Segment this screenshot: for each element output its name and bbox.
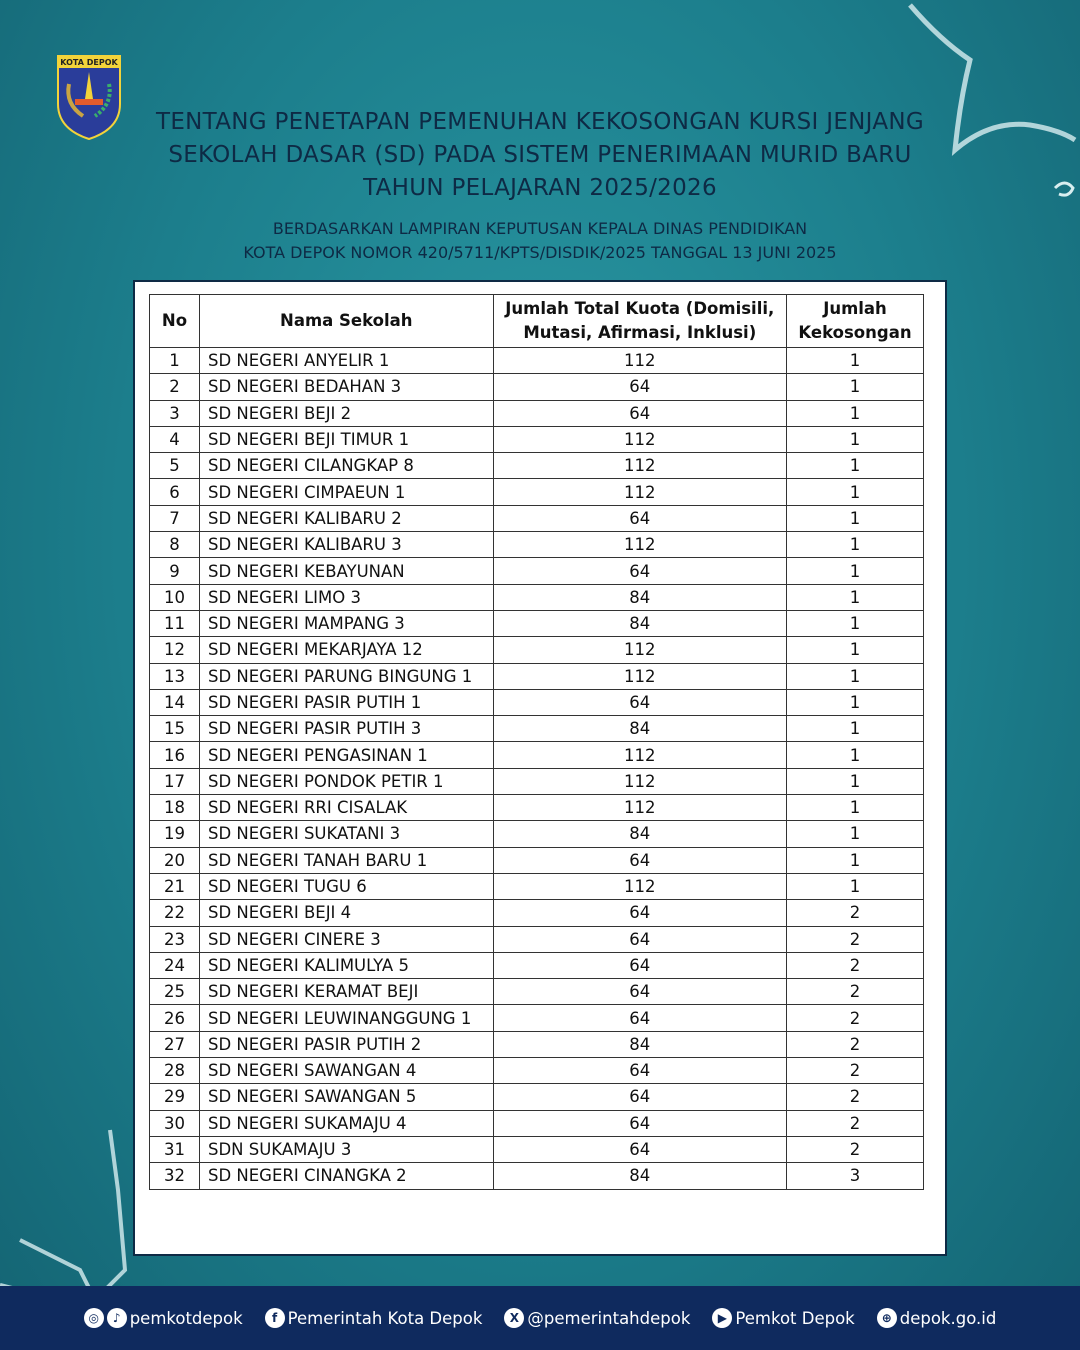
school-name: SD NEGERI PENGASINAN 1 [199,742,493,768]
table-row [150,1031,924,1057]
school-name: SD NEGERI SAWANGAN 5 [199,1084,493,1110]
school-name: SD NEGERI BEJI 4 [199,900,493,926]
total-quota: 112 [493,768,786,794]
total-quota: 112 [493,637,786,663]
row-number: 3 [150,400,200,426]
school-name: SD NEGERI KALIBARU 2 [199,505,493,531]
table-row [150,558,924,584]
table-row [150,795,924,821]
table-row [150,1084,924,1110]
school-name: SD NEGERI CINANGKA 2 [199,1163,493,1189]
total-quota: 84 [493,716,786,742]
vacancy-count: 1 [787,847,924,873]
row-number: 32 [150,1163,200,1189]
total-quota: 64 [493,1110,786,1136]
row-number: 20 [150,847,200,873]
subtitle-line: BERDASARKAN LAMPIRAN KEPUTUSAN KEPALA DINAS PENDIDIKAN [272,219,808,238]
school-name: SD NEGERI CILANGKAP 8 [199,453,493,479]
table-row [150,348,924,374]
vacancy-count: 2 [787,1084,924,1110]
vacancy-count: 1 [787,558,924,584]
total-quota: 64 [493,505,786,531]
total-quota: 112 [493,663,786,689]
vacancy-count: 2 [787,979,924,1005]
row-number: 7 [150,505,200,531]
row-number: 27 [150,1031,200,1057]
row-number: 5 [150,453,200,479]
row-number: 30 [150,1110,200,1136]
total-quota: 64 [493,979,786,1005]
table-row [150,873,924,899]
total-quota: 64 [493,847,786,873]
vacancy-count: 1 [787,768,924,794]
vacancy-count: 2 [787,900,924,926]
table-row [150,742,924,768]
table-row [150,584,924,610]
vacancy-count: 1 [787,716,924,742]
table-row [150,505,924,531]
row-number: 8 [150,532,200,558]
total-quota: 112 [493,795,786,821]
table-card [133,280,947,1256]
school-name: SD NEGERI LEUWINANGGUNG 1 [199,1005,493,1031]
vacancy-count: 1 [787,426,924,452]
school-name: SD NEGERI SUKAMAJU 4 [199,1110,493,1136]
header-vacancy: Jumlah Kekosongan [787,295,924,348]
school-name: SD NEGERI RRI CISALAK [199,795,493,821]
vacancy-count: 1 [787,873,924,899]
school-name: SD NEGERI KERAMAT BEJI [199,979,493,1005]
row-number: 1 [150,348,200,374]
school-name: SD NEGERI MAMPANG 3 [199,610,493,636]
row-number: 9 [150,558,200,584]
footer-link-label: depok.go.id [899,1308,997,1328]
table-row [150,637,924,663]
row-number: 14 [150,689,200,715]
vacancy-count: 1 [787,505,924,531]
school-name: SD NEGERI PONDOK PETIR 1 [199,768,493,794]
school-name: SD NEGERI LIMO 3 [199,584,493,610]
school-name: SD NEGERI TUGU 6 [199,873,493,899]
header-school-name: Nama Sekolah [199,295,493,348]
row-number: 2 [150,374,200,400]
table-row [150,1110,924,1136]
row-number: 15 [150,716,200,742]
total-quota: 84 [493,610,786,636]
page-subtitle [130,217,950,265]
footer-link[interactable] [504,1308,690,1328]
vacancy-count: 1 [787,348,924,374]
footer-link[interactable] [877,1308,997,1328]
total-quota: 64 [493,400,786,426]
school-name: SD NEGERI BEJI TIMUR 1 [199,426,493,452]
footer-link-label: pemkotdepok [129,1308,243,1328]
total-quota: 112 [493,348,786,374]
table-row [150,900,924,926]
globe-icon: ⊕ [877,1308,897,1328]
total-quota: 112 [493,532,786,558]
row-number: 4 [150,426,200,452]
instagram-tiktok-icon: ◎ [84,1308,104,1328]
row-number: 29 [150,1084,200,1110]
total-quota: 64 [493,374,786,400]
total-quota: 84 [493,821,786,847]
subtitle-line: KOTA DEPOK NOMOR 420/5711/KPTS/DISDIK/2025 TANGGAL 13 JUNI 2025 [243,243,837,262]
table-row [150,689,924,715]
vacancy-count: 2 [787,952,924,978]
school-name: SD NEGERI CINERE 3 [199,926,493,952]
school-vacancy-table [149,294,924,1190]
vacancy-count: 1 [787,532,924,558]
total-quota: 84 [493,584,786,610]
row-number: 10 [150,584,200,610]
total-quota: 64 [493,689,786,715]
row-number: 17 [150,768,200,794]
footer-link-label: Pemerintah Kota Depok [287,1308,483,1328]
row-number: 11 [150,610,200,636]
total-quota: 112 [493,742,786,768]
total-quota: 112 [493,453,786,479]
row-number: 24 [150,952,200,978]
table-row [150,610,924,636]
school-name: SD NEGERI ANYELIR 1 [199,348,493,374]
table-row [150,1163,924,1189]
row-number: 23 [150,926,200,952]
chalk-star-decoration [0,1120,135,1290]
school-name: SD NEGERI SUKATANI 3 [199,821,493,847]
table-row [150,926,924,952]
school-name: SD NEGERI PASIR PUTIH 1 [199,689,493,715]
table-row [150,426,924,452]
school-name: SD NEGERI SAWANGAN 4 [199,1058,493,1084]
vacancy-count: 3 [787,1163,924,1189]
table-row [150,1136,924,1162]
total-quota: 112 [493,426,786,452]
header-total-quota: Jumlah Total Kuota (Domisili, Mutasi, Afirmasi, Inklusi) [493,295,786,348]
footer-link[interactable] [712,1308,854,1328]
school-name: SD NEGERI PASIR PUTIH 2 [199,1031,493,1057]
row-number: 26 [150,1005,200,1031]
total-quota: 64 [493,952,786,978]
school-name: SD NEGERI PARUNG BINGUNG 1 [199,663,493,689]
row-number: 13 [150,663,200,689]
row-number: 6 [150,479,200,505]
total-quota: 64 [493,900,786,926]
total-quota: 64 [493,1005,786,1031]
vacancy-count: 2 [787,926,924,952]
total-quota: 64 [493,1084,786,1110]
school-name: SD NEGERI TANAH BARU 1 [199,847,493,873]
footer-link[interactable] [84,1308,243,1328]
total-quota: 112 [493,479,786,505]
vacancy-count: 1 [787,584,924,610]
vacancy-count: 1 [787,453,924,479]
row-number: 31 [150,1136,200,1162]
vacancy-count: 1 [787,689,924,715]
table-row [150,479,924,505]
vacancy-count: 1 [787,479,924,505]
youtube-icon: ▶ [712,1308,732,1328]
footer-social-bar [0,1286,1080,1350]
page-title: TENTANG PENETAPAN PEMENUHAN KEKOSONGAN KURSI JENJANG SEKOLAH DASAR (SD) PADA SISTEM PENERIMAAN MURID BARU TAHUN PELAJARAN 2025/2026 [155,109,925,201]
table-row [150,847,924,873]
school-name: SD NEGERI MEKARJAYA 12 [199,637,493,663]
total-quota: 64 [493,1058,786,1084]
school-name: SDN SUKAMAJU 3 [199,1136,493,1162]
table-row [150,821,924,847]
vacancy-count: 1 [787,663,924,689]
footer-link-label: @pemerintahdepok [527,1308,691,1328]
row-number: 25 [150,979,200,1005]
vacancy-count: 1 [787,610,924,636]
row-number: 12 [150,637,200,663]
table-row [150,716,924,742]
table-row [150,663,924,689]
vacancy-count: 1 [787,400,924,426]
footer-link[interactable] [265,1308,483,1328]
row-number: 21 [150,873,200,899]
total-quota: 112 [493,873,786,899]
school-name: SD NEGERI KALIBARU 3 [199,532,493,558]
table-row [150,768,924,794]
vacancy-count: 2 [787,1058,924,1084]
svg-text:KOTA DEPOK: KOTA DEPOK [60,58,118,67]
table-row [150,453,924,479]
vacancy-count: 1 [787,374,924,400]
header-no: No [150,295,200,348]
row-number: 22 [150,900,200,926]
vacancy-count: 2 [787,1110,924,1136]
vacancy-count: 2 [787,1136,924,1162]
table-row [150,1058,924,1084]
table-row [150,952,924,978]
vacancy-count: 1 [787,821,924,847]
vacancy-count: 2 [787,1005,924,1031]
vacancy-count: 1 [787,742,924,768]
tiktok-icon: ♪ [107,1308,127,1328]
table-row [150,532,924,558]
vacancy-count: 2 [787,1031,924,1057]
school-name: SD NEGERI BEJI 2 [199,400,493,426]
total-quota: 64 [493,926,786,952]
facebook-icon: f [265,1308,285,1328]
table-row [150,979,924,1005]
total-quota: 84 [493,1163,786,1189]
school-name: SD NEGERI PASIR PUTIH 3 [199,716,493,742]
total-quota: 84 [493,1031,786,1057]
total-quota: 64 [493,558,786,584]
school-name: SD NEGERI KALIMULYA 5 [199,952,493,978]
row-number: 18 [150,795,200,821]
total-quota: 64 [493,1136,786,1162]
x-icon: X [504,1308,524,1328]
row-number: 16 [150,742,200,768]
row-number: 19 [150,821,200,847]
table-row [150,374,924,400]
school-name: SD NEGERI KEBAYUNAN [199,558,493,584]
table-row [150,400,924,426]
footer-link-label: Pemkot Depok [735,1308,855,1328]
school-name: SD NEGERI BEDAHAN 3 [199,374,493,400]
vacancy-count: 1 [787,795,924,821]
table-row [150,1005,924,1031]
kota-depok-logo [55,54,123,140]
vacancy-count: 1 [787,637,924,663]
school-name: SD NEGERI CIMPAEUN 1 [199,479,493,505]
row-number: 28 [150,1058,200,1084]
